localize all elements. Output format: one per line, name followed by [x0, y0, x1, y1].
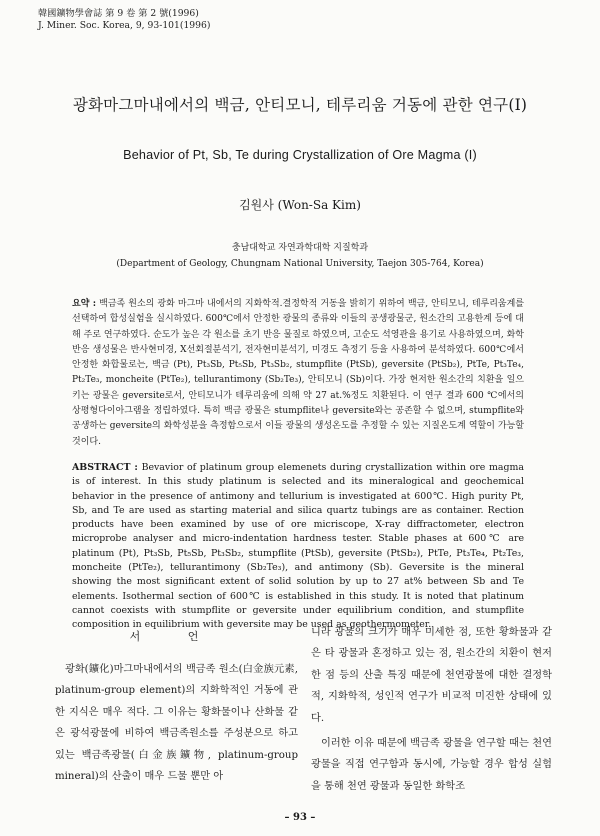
title-english: Behavior of Pt, Sb, Te during Crystallization of Ore Magma (I) [123, 148, 477, 162]
affiliation [0, 240, 600, 272]
intro-paragraph-1-continued: 니라 광물의 크기가 매우 미세한 점, 또한 황화물과 같은 타 광물과 혼정하고 있는 점, 원소간의 치환이 현저한 점 등의 산출 특징 때문에 천연광물에 대한 결정학적, 지화학적, 성인적 연구가 비교적 미진한 상태에 있다. [311, 627, 552, 724]
title-korean: 광화마그마내에서의 백금, 안티모니, 테루리움 거동에 관한 연구(I) [72, 96, 528, 114]
journal-line-korean: 韓國鑛物學會誌 第 9 卷 第 2 號(1996) [38, 8, 199, 19]
abstract-korean-text: 백금족 원소의 광화 마그마 내에서의 지화학적.결정학적 거동을 밝히기 위하여 백금, 안티모니, 테루리움계를 선택하여 합성실험을 실시하였다. 600℃에서 안정한 광물의 종류와 이들의 공생광물군, 원소간의 고용한계 등에 대해 주로 연구하였다. 순도가 높은 각 원소를 초기 반응 물질로 하였으며, 고순도 석영관을 용기로 사용하였으며, 화학 반응 생성물은 반사현미경, X선회절분석기, 전자현미분석기, 미경도 측정기 등을 사용하여 분석하였다. 600℃에서 안정한 화합물로는, 백금 (Pt), Pt₃Sb, Pt₅Sb, Pt₃Sb₂, stumpflite (PtSb), geversite (PtSb₂), PtTe, Pt₃Te₄, Pt₂Te₃, moncheite (PtTe₂), tellurantimony (Sb₂Te₃), 안티모니 (Sb)이다. 가장 현저한 원소간의 치환을 일으키는 광물은 geversite로서, 안티모니가 테루리움에 의해 약 27 at.%정도 치환된다. 이 연구 결과 600 ℃에서의 상평형다이아그램을 정립하였다. 특히 백금 광물은 stumpflite나 geversite와는 공존할 수 없으며, stumpflite와 공생하는 geversite의 화학성분을 측정함으로서 이들 광물의 생성온도를 추정할 수 있는 지질온도계 역할이 가능할 것이다. [72, 299, 525, 447]
page-number: – 93 – [284, 812, 316, 823]
section-heading-introduction: 서 언 [129, 630, 221, 643]
abstract-korean-label: 요약 : [72, 299, 97, 309]
journal-citation [38, 8, 210, 32]
abstract-korean [72, 297, 524, 450]
abstract-english-label: ABSTRACT : [72, 462, 138, 473]
journal-line-english: J. Miner. Soc. Korea, 9, 93-101(1996) [38, 20, 211, 31]
abstract-english-text: Bevavior of platinum group elemenets during crystallization within ore magma is of interest. In this study platinum is selected and its mineralogical and geochemical behavior in the presence of antimony and tellurium is investigated at 600℃. High purity Pt, Sb, and Te are used as starting material and silica quartz tubings are as container. Rection products have been examined by use of ore micriscope, X-ray diffractometer, electron microprobe analyser and micro-indentation hardness tester. Stable phases at 600℃ are platinum (Pt), Pt₃Sb, Pt₅Sb, Pt₃Sb₂, stumpflite (PtSb), geversite (PtSb₂), PtTe, Pt₃Te₄, Pt₂Te₃, moncheite (PtTe₂), tellurantimony (Sb₂Te₃), and antimony (Sb). Geversite is the mineral showing the most significant extent of solid solution by up to 27 at% between Sb and Te elements. Isothermal section of 600℃ is established in this study. It is noted that platinum cannot coexists with stumpflite or geversite under equilibrium condition, and stumpflite composition in equilibrium with geversite may be used as geothermometer. [72, 462, 525, 631]
intro-paragraph-2: 이러한 이유 때문에 백금족 광물을 연구할 때는 천연 광물을 직접 연구함과 동시에, 가능할 경우 합성 실험을 통해 천연 광물과 동일한 화학조 [311, 738, 552, 792]
author: 김원사 (Won-Sa Kim) [239, 198, 361, 212]
intro-paragraph-1: 광화(鑛化)마그마내에서의 백금족 원소(白金族元素, platinum-group element)의 지화학적인 거동에 관한 지식은 매우 적다. 그 이유는 황화물이나 산화물 같은 광석광물에 비하여 백금족원소를 주성분으로 하고 있는 백금족광물(白金族鑛物, platinum-group mineral)의 산출이 매우 드물 뿐만 아 [55, 664, 298, 783]
affiliation-english: (Department of Geology, Chungnam National University, Taejon 305-764, Korea) [116, 259, 484, 269]
abstract-english [72, 461, 524, 633]
body-column-left [55, 659, 298, 787]
body-column-right [311, 622, 552, 797]
affiliation-korean: 충남대학교 자연과학대학 지질학과 [231, 243, 369, 253]
